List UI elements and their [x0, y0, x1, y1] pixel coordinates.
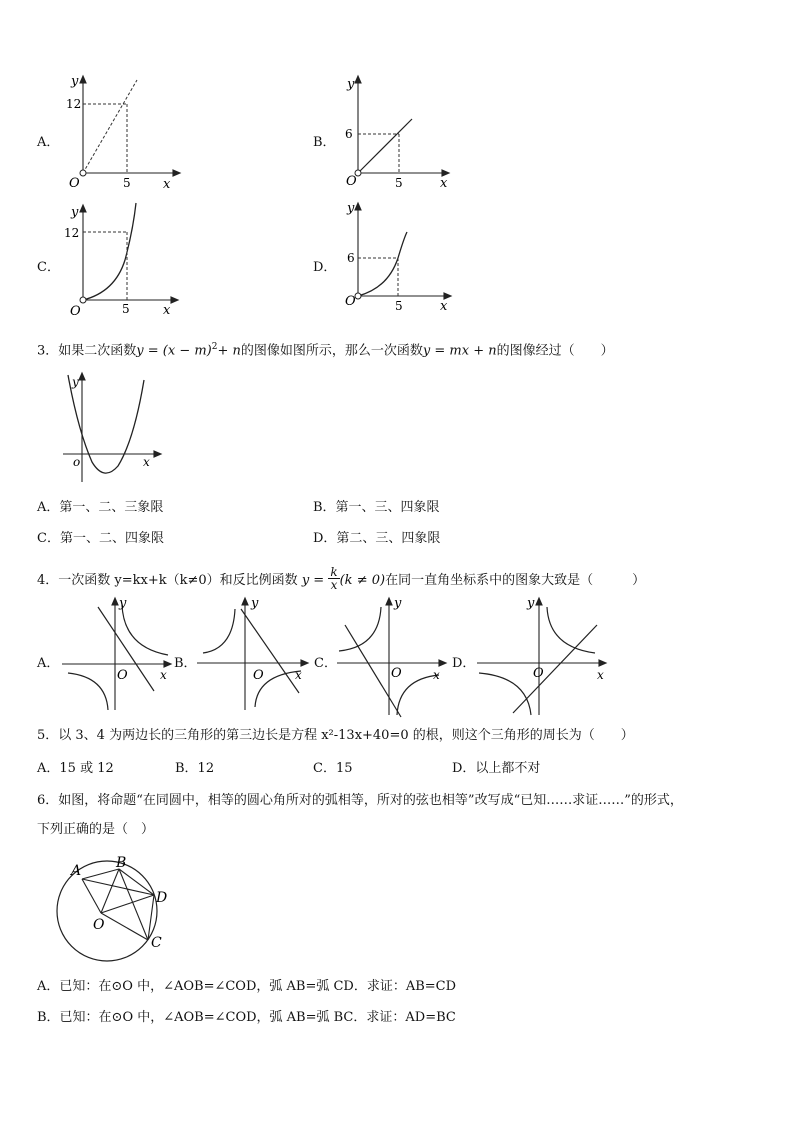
q3-prefix: 3．如果二次函数	[37, 343, 137, 359]
q4-a-ylabel: y	[119, 596, 127, 611]
q3-xlabel: x	[143, 455, 150, 469]
q4-condition: (k ≠ 0)	[339, 573, 386, 588]
q4-a-xlabel: x	[160, 668, 167, 682]
q4-graph-d	[475, 595, 610, 720]
q2-graph-c	[55, 200, 185, 320]
q4-graph-c	[335, 595, 455, 720]
q6-choice-a[interactable]: A．已知：在⊙O 中，∠AOB=∠COD，弧 AB=弧 CD．求证：AB=CD	[37, 979, 457, 994]
q3-ylabel: y	[72, 375, 79, 389]
q4-a-origin: O	[117, 668, 128, 683]
q4-formula-y: y =	[301, 573, 325, 588]
q2-c-xlabel: x	[163, 303, 171, 318]
q3-formula-plus-n: + n	[217, 343, 241, 359]
q6-stem-line1: 6．如图，将命题“在同圆中，相等的圆心角所对的弧相等，所对的弦也相等”改写成“已知……求证……”的形式，	[37, 793, 683, 808]
q2-d-xlabel: x	[440, 299, 448, 314]
q4-c-ylabel: y	[394, 596, 402, 611]
q5-choice-b[interactable]: B．12	[175, 761, 215, 776]
q2-a-ytick: 12	[66, 97, 82, 111]
q2-graph-a	[55, 75, 185, 195]
q2-c-ylabel: y	[71, 205, 79, 220]
q4-stem	[37, 565, 646, 593]
q4-d-origin: O	[533, 666, 544, 681]
q2-b-ytick: 6	[345, 127, 353, 141]
q2-graph-b	[330, 75, 460, 195]
q4-c-origin: O	[391, 666, 402, 681]
q2-d-xtick: 5	[395, 299, 403, 313]
q4-d-ylabel: y	[527, 596, 535, 611]
q2-option-b-label: B．	[313, 135, 336, 150]
q3-origin-label: o	[73, 455, 81, 469]
q2-b-origin: O	[346, 174, 357, 189]
q4-option-a-label: A．	[37, 656, 60, 671]
q3-exponent: 2	[211, 342, 218, 352]
q4-graph-a	[60, 595, 175, 715]
q3-formula-quadratic: y = (x − m)	[136, 343, 212, 359]
q3-choice-d[interactable]: D．第二、三、四象限	[313, 531, 441, 546]
q4-suffix: 在同一直角坐标系中的图象大致是（ ）	[385, 573, 646, 588]
q4-graph-b	[195, 595, 315, 715]
q5-stem: 5．以 3、4 为两边长的三角形的第三边长是方程 x²-13x+40=0 的根，则这个三角形的周长为（ ）	[37, 728, 634, 743]
q2-option-a-label: A．	[37, 135, 60, 150]
q3-parabola-graph	[58, 370, 168, 490]
q2-graph-d	[330, 200, 460, 320]
q2-a-ylabel: y	[71, 74, 79, 89]
q2-b-ylabel: y	[347, 77, 355, 92]
q2-d-origin: O	[345, 294, 356, 309]
q3-choice-a[interactable]: A．第一、二、三象限	[37, 500, 164, 515]
q6-circle-diagram	[55, 855, 175, 965]
q2-a-xtick: 5	[123, 176, 131, 190]
q4-b-xlabel: x	[295, 668, 302, 682]
q3-mid: 的图像如图所示，那么一次函数	[240, 343, 423, 359]
q6-point-d: D	[156, 890, 168, 906]
q5-choice-a[interactable]: A．15 或 12	[37, 761, 114, 776]
q3-suffix: 的图像经过（ ）	[496, 343, 614, 359]
q6-choice-b[interactable]: B．已知：在⊙O 中，∠AOB=∠COD，弧 AB=弧 BC．求证：AD=BC	[37, 1010, 456, 1025]
q4-frac-den: x	[330, 578, 338, 592]
q5-choice-d[interactable]: D．以上都不对	[452, 761, 541, 776]
q2-d-ytick: 6	[347, 251, 355, 265]
q3-stem	[37, 339, 614, 359]
q2-c-origin: O	[70, 304, 81, 319]
q2-b-xtick: 5	[395, 176, 403, 190]
q3-formula-linear: y = mx + n	[422, 343, 497, 359]
q4-b-origin: O	[253, 668, 264, 683]
q4-prefix: 4．一次函数 y=kx+k（k≠0）和反比例函数	[37, 573, 298, 588]
q4-frac-num: k	[330, 565, 338, 579]
q4-c-xlabel: x	[433, 668, 440, 682]
q2-option-d-label: D．	[313, 260, 337, 275]
q6-point-c: C	[151, 935, 162, 951]
q6-point-a: A	[71, 863, 82, 879]
q3-choice-c[interactable]: C．第一、二、四象限	[37, 531, 164, 546]
q5-choice-c[interactable]: C．15	[313, 761, 353, 776]
q4-option-b-label: B．	[174, 656, 197, 671]
q6-point-o: O	[93, 917, 105, 933]
q2-b-xlabel: x	[440, 176, 448, 191]
q4-fraction	[328, 566, 339, 591]
q4-d-xlabel: x	[597, 668, 604, 682]
q4-option-d-label: D．	[452, 656, 476, 671]
q4-b-ylabel: y	[251, 596, 259, 611]
q2-c-xtick: 5	[122, 302, 130, 316]
q2-d-ylabel: y	[347, 201, 355, 216]
q3-choice-b[interactable]: B．第一、三、四象限	[313, 500, 440, 515]
q6-point-b: B	[116, 855, 127, 871]
q2-a-origin: O	[69, 176, 80, 191]
q2-option-c-label: C．	[37, 260, 60, 275]
q2-a-xlabel: x	[163, 177, 171, 192]
q2-c-ytick: 12	[64, 226, 80, 240]
q6-stem-line2: 下列正确的是（ ）	[37, 822, 155, 837]
q4-option-c-label: C．	[314, 656, 337, 671]
